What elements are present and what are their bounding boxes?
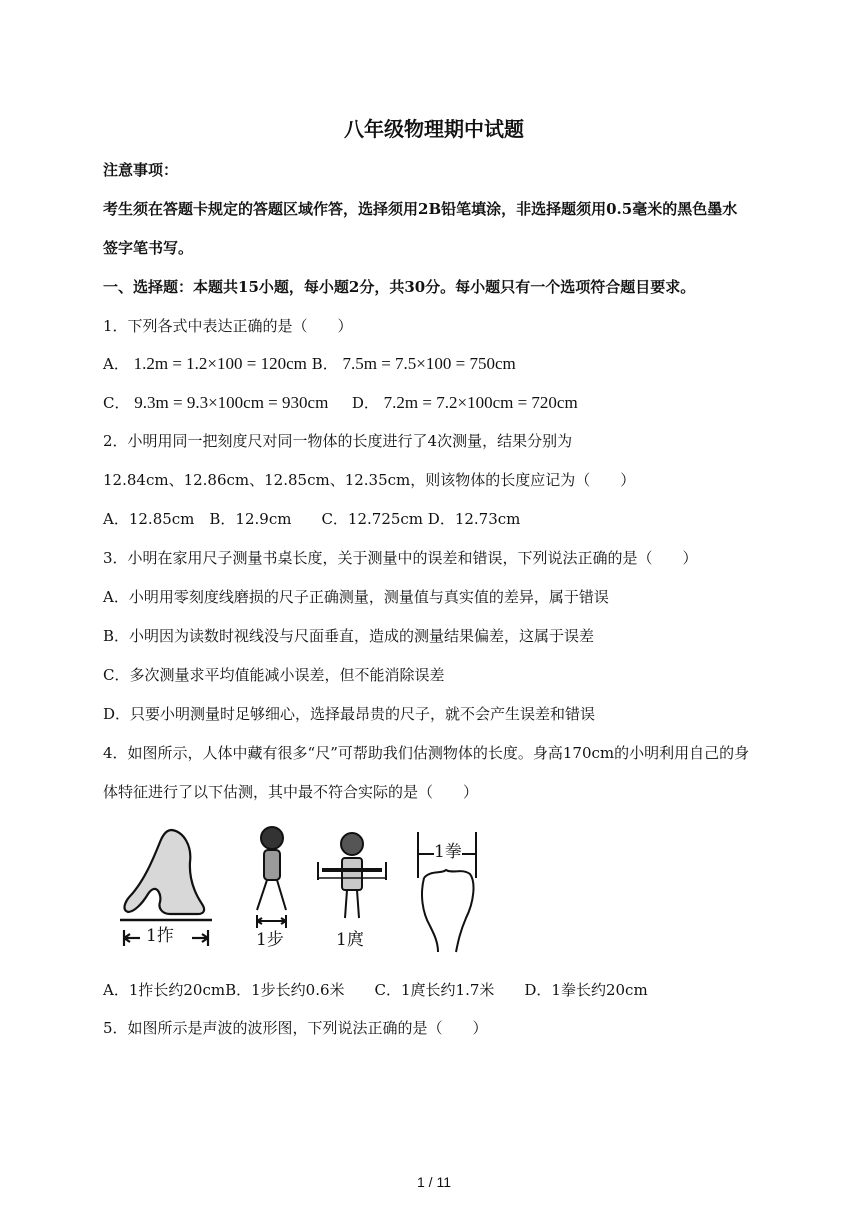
question-4-stem-cont: 体特征进行了以下估测，其中最不符合实际的是（ ） [103,783,479,801]
question-1-options-cd [103,393,578,413]
page-number: 1 / 11 [417,1174,451,1190]
option-b: 7.5m = 7.5×100 = 750cm [342,354,516,373]
question-3-option-b: B．小明因为读数时视线没与尺面垂直，造成的测量结果偏差，这属于误差 [103,627,595,645]
question-2-stem: 2．小明用同一把刻度尺对同一物体的长度进行了4次测量，结果分别为 [103,432,573,450]
option-d: 7.2m = 7.2×100cm = 720cm [383,393,578,412]
question-2-stem-cont: 12.84cm、12.86cm、12.85cm、12.35cm，则该物体的长度应记为（ ） [103,471,636,489]
body-measurement-figure [112,822,482,954]
option-a-label: A． [103,355,129,373]
question-3-option-a: A．小明用零刻度线磨损的尺子正确测量，测量值与真实值的差异，属于错误 [103,588,609,606]
notice-text-line1: 考生须在答题卡规定的答题区域作答，选择须用2B铅笔填涂，非选择题须用0.5毫米的黑色墨水 [103,200,738,218]
section-heading: 一、选择题：本题共15小题，每小题2分，共30分。每小题只有一个选项符合题目要求。 [103,278,696,296]
question-3-option-c: C．多次测量求平均值能减小误差，但不能消除误差 [103,666,445,684]
walking-boy-illustration [257,827,286,928]
question-4-stem: 4．如图所示，人体中藏有很多“尺”可帮助我们估测物体的长度。身高170cm的小明利用自己的身 [103,744,750,762]
option-b-label: B． [311,355,338,373]
question-3-option-d: D．只要小明测量时足够细心，选择最昂贵的尺子，就不会产生误差和错误 [103,705,596,723]
question-1-stem: 1．下列各式中表达正确的是（ ） [103,317,353,335]
arm-span-boy-illustration [318,833,386,918]
page-title: 八年级物理期中试题 [344,117,524,141]
question-5-stem: 5．如图所示是声波的波形图，下列说法正确的是（ ） [103,1019,488,1037]
question-3-stem: 3．小明在家用尺子测量书桌长度，关于测量中的误差和错误，下列说法正确的是（ ） [103,549,698,567]
question-4-options: A．1拃长约20cmB．1步长约0.6米 C．1庹长约1.7米 D．1拳长约20cm [103,981,648,999]
figure-label-hand-span: 1拃 [146,926,174,946]
figure-label-fist: 1拳 [434,842,462,862]
option-d-label: D． [351,394,379,412]
notice-heading: 注意事项： [103,161,179,179]
question-1-options-ab [103,354,516,374]
option-c-label: C． [103,394,130,412]
question-2-options: A．12.85cm B．12.9cm C．12.725cm D．12.73cm [103,510,521,528]
notice-text-line2: 签字笔书写。 [103,239,194,257]
figure-label-step: 1步 [256,930,284,950]
figure-label-arm-span: 1庹 [336,930,364,950]
option-a: 1.2m = 1.2×100 = 120cm [133,354,307,373]
option-c: 9.3m = 9.3×100cm = 930cm [134,393,329,412]
